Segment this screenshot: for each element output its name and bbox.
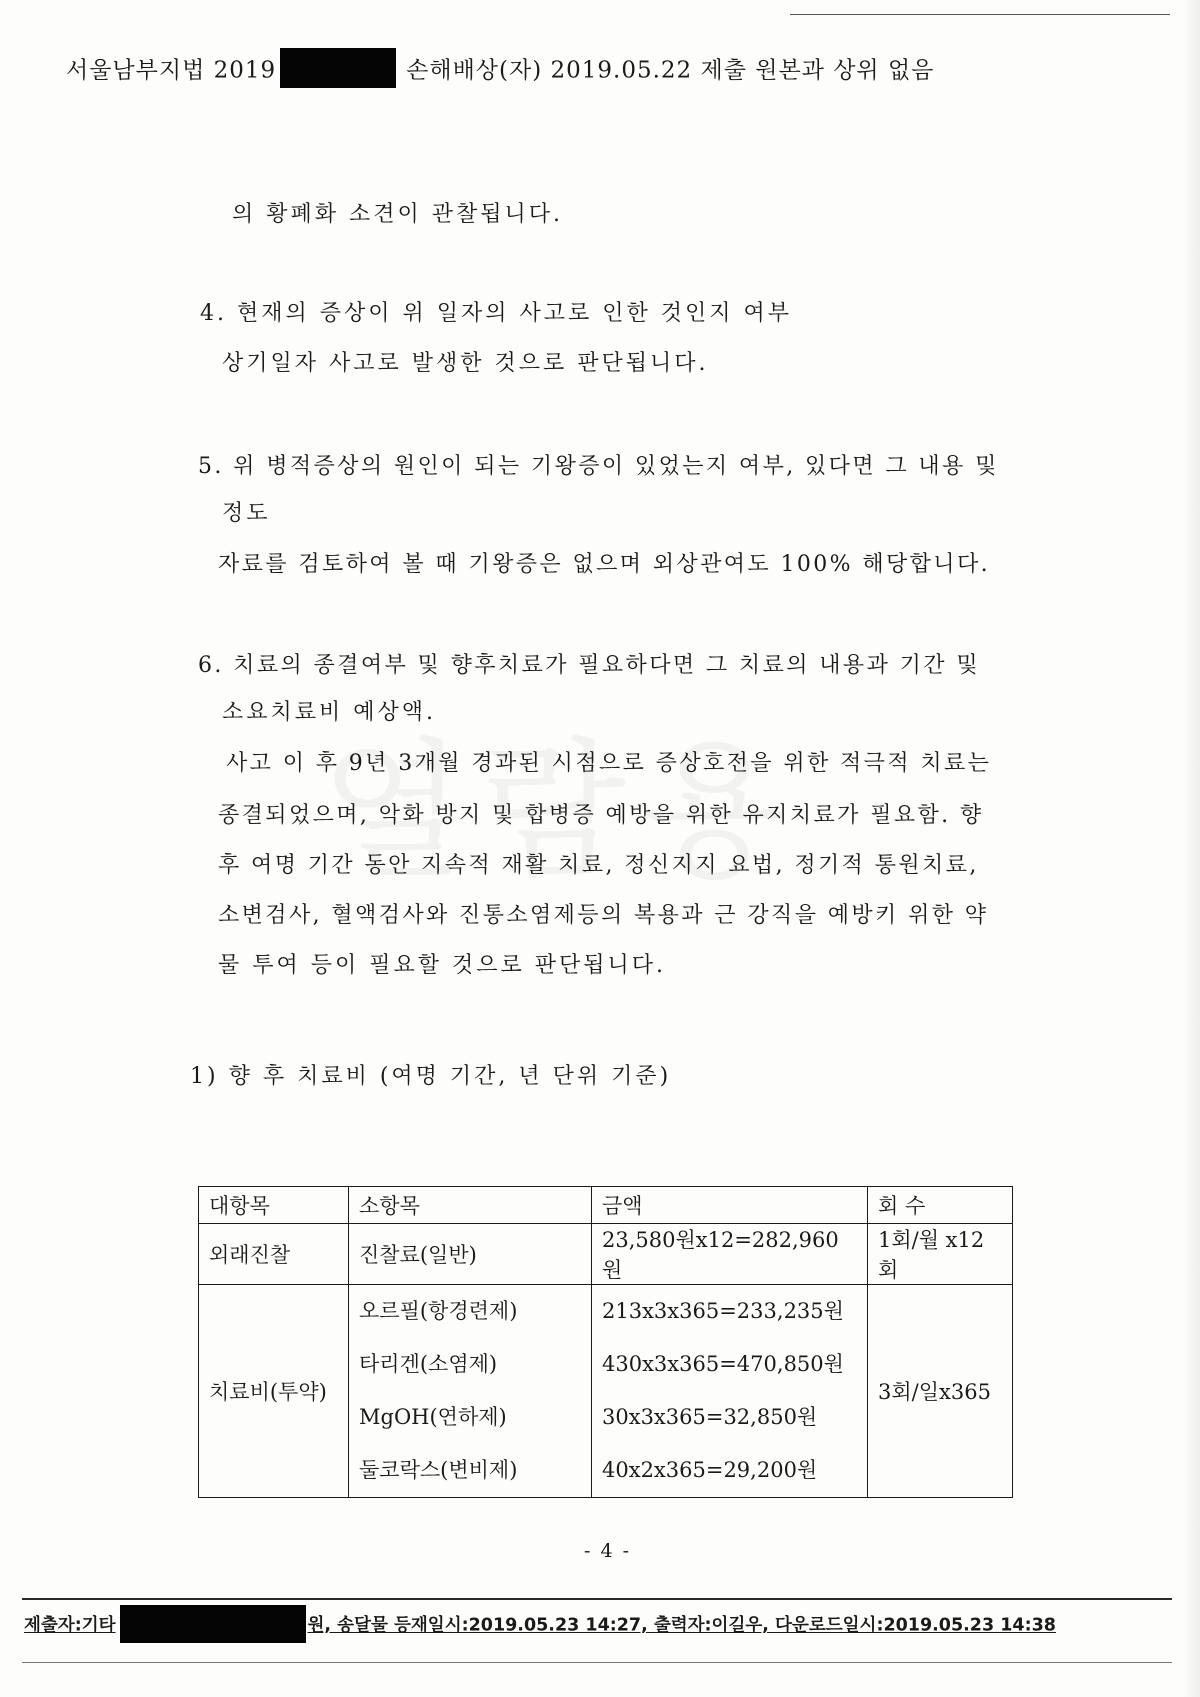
cell-amount: 23,580원x12=282,960원 xyxy=(592,1224,868,1285)
cell-item: 진찰료(일반) xyxy=(349,1224,592,1285)
cell-category: 치료비(투약) xyxy=(199,1285,349,1498)
item6-answer-line1: 사고 이 후 9년 3개월 경과된 시점으로 증상호전을 위한 적극적 치료는 xyxy=(226,751,992,776)
bottom-rule xyxy=(22,1662,1172,1663)
page-number: - 4 - xyxy=(584,1540,632,1562)
item6-title-line1: 6. 치료의 종결여부 및 향후치료가 필요하다면 그 치료의 내용과 기간 및 xyxy=(198,653,980,678)
medication-item: 오르필(항경련제) xyxy=(359,1299,518,1323)
header-item: 소항목 xyxy=(349,1187,592,1224)
header-redaction-box xyxy=(280,48,396,88)
table-header-row xyxy=(199,1187,1013,1224)
header-case-suffix: 손해배상(자) 2019.05.22 제출 원본과 상위 없음 xyxy=(406,57,935,84)
header-category: 대항목 xyxy=(199,1187,349,1224)
document-header xyxy=(66,48,934,88)
header-court-prefix: 서울남부지법 2019 xyxy=(66,57,277,84)
cell-category: 외래진찰 xyxy=(199,1224,349,1285)
table-row xyxy=(199,1224,1013,1285)
scan-edge-shadow xyxy=(1182,0,1200,1697)
medication-amount: 430x3x365=470,850원 xyxy=(602,1352,844,1376)
header-count: 회 수 xyxy=(868,1187,1013,1224)
footer-prefix: 제출자:기타 xyxy=(24,1615,116,1636)
cell-count: 1회/월 x12회 xyxy=(868,1224,1013,1285)
section-title: 1) 향 후 치료비 (여명 기간, 년 단위 기준) xyxy=(190,1064,672,1089)
medication-amount: 30x3x365=32,850원 xyxy=(602,1405,818,1429)
item6-answer-line2: 종결되었으며, 악화 방지 및 합병증 예방을 위한 유지치료가 필요함. 향 xyxy=(218,803,984,828)
item6-answer-line4: 소변검사, 혈액검사와 진통소염제등의 복용과 근 강직을 예방키 위한 약 xyxy=(218,903,989,928)
treatment-cost-table xyxy=(198,1186,1013,1498)
footer-rule xyxy=(22,1598,1172,1600)
item4-title: 4. 현재의 증상이 위 일자의 사고로 인한 것인지 여부 xyxy=(200,301,792,326)
cell-items xyxy=(349,1285,592,1498)
footer-info xyxy=(24,1605,1056,1643)
item5-title-line1: 5. 위 병적증상의 원인이 되는 기왕증이 있었는지 여부, 있다면 그 내용 및 xyxy=(198,454,999,479)
cell-count: 3회/일x365 xyxy=(868,1285,1013,1498)
body-continued-line: 의 황폐화 소견이 관찰됩니다. xyxy=(232,202,563,227)
item4-answer: 상기일자 사고로 발생한 것으로 판단됩니다. xyxy=(222,351,709,376)
item5-answer: 자료를 검토하여 볼 때 기왕증은 없으며 외상관여도 100% 해당합니다. xyxy=(218,552,990,577)
cell-amounts xyxy=(592,1285,868,1498)
medication-item: MgOH(연하제) xyxy=(359,1405,507,1429)
table-row xyxy=(199,1285,1013,1498)
top-rule xyxy=(790,14,1170,15)
item5-title-line2: 정도 xyxy=(222,501,271,526)
header-amount: 금액 xyxy=(592,1187,868,1224)
footer-redaction-box xyxy=(120,1605,306,1643)
medication-item: 타리겐(소염제) xyxy=(359,1352,498,1376)
item6-title-line2: 소요치료비 예상액. xyxy=(222,700,437,725)
medication-item: 둘코락스(변비제) xyxy=(359,1458,518,1482)
item6-answer-line5: 물 투여 등이 필요할 것으로 판단됩니다. xyxy=(218,953,666,978)
footer-suffix: 원, 송달물 등재일시:2019.05.23 14:27, 출력자:이길우, 다운로드일시:2019.05.23 14:38 xyxy=(307,1615,1056,1636)
medication-amount: 213x3x365=233,235원 xyxy=(602,1299,844,1323)
medication-amount: 40x2x365=29,200원 xyxy=(602,1458,818,1482)
item6-answer-line3: 후 여명 기간 동안 지속적 재활 치료, 정신지지 요법, 정기적 통원치료, xyxy=(218,853,979,878)
